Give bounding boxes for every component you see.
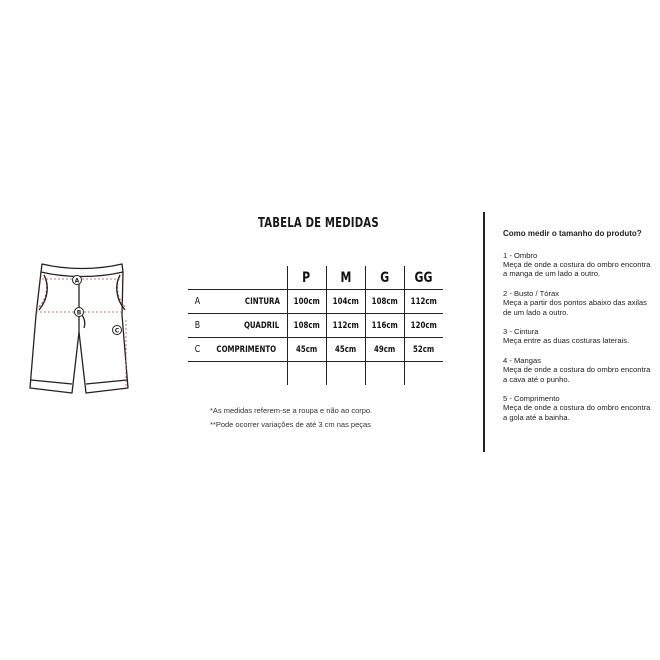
page-title: TABELA DE MEDIDAS	[258, 216, 379, 231]
table-cell: 112cm	[326, 314, 365, 338]
guide-title: Como medir o tamanho do produto?	[503, 229, 642, 238]
table-cell: 100cm	[287, 290, 326, 314]
guide-item-heading: 3 - Cintura	[503, 326, 539, 336]
footnotes	[210, 404, 372, 432]
row-letter: A	[188, 290, 208, 314]
measurement-name: QUADRIL	[208, 314, 287, 338]
table-header-row	[188, 266, 443, 290]
table-cell: 49cm	[365, 338, 404, 362]
measurement-name: CINTURA	[208, 290, 287, 314]
guide-item-text: Meça de onde a costura do ombro encontra a manga de um lado a outro.	[503, 259, 651, 279]
table-cell: 45cm	[326, 338, 365, 362]
guide-item-text: Meça entre as duas costuras laterais.	[503, 336, 630, 346]
guide-item-heading: 4 - Mangas	[503, 355, 541, 365]
size-header-m: M	[326, 266, 365, 290]
size-header-gg: GG	[404, 266, 443, 290]
measurement-name: COMPRIMENTO	[208, 338, 287, 362]
table-cell: 112cm	[404, 290, 443, 314]
guide-item-text: Meça de onde a costura do ombro encontra a gola até a bainha.	[503, 403, 651, 422]
guide-item	[503, 327, 653, 346]
table-row	[188, 314, 443, 338]
table-cell: 52cm	[404, 338, 443, 362]
svg-text:B: B	[76, 309, 82, 317]
row-letter: C	[188, 338, 208, 362]
footnote: **Pode ocorrer variações de até 3 cm nas peças	[210, 420, 371, 429]
guide-item-text: Meça de onde a costura do ombro encontra a cava até o punho.	[503, 365, 651, 384]
guide-item-text: Meça a partir dos pontos abaixo das axilas de um lado a outro.	[503, 298, 647, 317]
shorts-diagram	[22, 260, 137, 400]
footnote: *As medidas referem-se a roupa e não ao corpo.	[210, 406, 373, 415]
size-header-p: P	[287, 266, 326, 290]
table-cell: 116cm	[365, 314, 404, 338]
table-cell: 104cm	[326, 290, 365, 314]
guide-item-heading: 1 - Ombro	[503, 250, 538, 260]
size-table	[188, 266, 443, 385]
measure-marker-b	[75, 308, 84, 317]
table-footer-row	[188, 362, 443, 386]
table-row	[188, 290, 443, 314]
table-cell: 108cm	[287, 314, 326, 338]
table-cell: 45cm	[287, 338, 326, 362]
measure-marker-c	[113, 326, 122, 335]
svg-text:C: C	[114, 327, 120, 335]
row-letter: B	[188, 314, 208, 338]
table-row	[188, 338, 443, 362]
svg-text:A: A	[74, 277, 80, 285]
size-header-g: G	[365, 266, 404, 290]
divider	[483, 212, 485, 452]
guide-item	[503, 251, 653, 279]
measure-marker-a	[73, 276, 82, 285]
measuring-guide	[503, 229, 653, 432]
table-cell: 108cm	[365, 290, 404, 314]
guide-item	[503, 356, 653, 384]
guide-item-heading: 5 - Comprimento	[503, 393, 560, 403]
table-cell: 120cm	[404, 314, 443, 338]
guide-item-heading: 2 - Busto / Tórax	[503, 288, 559, 298]
guide-item	[503, 289, 653, 317]
guide-item	[503, 394, 653, 422]
